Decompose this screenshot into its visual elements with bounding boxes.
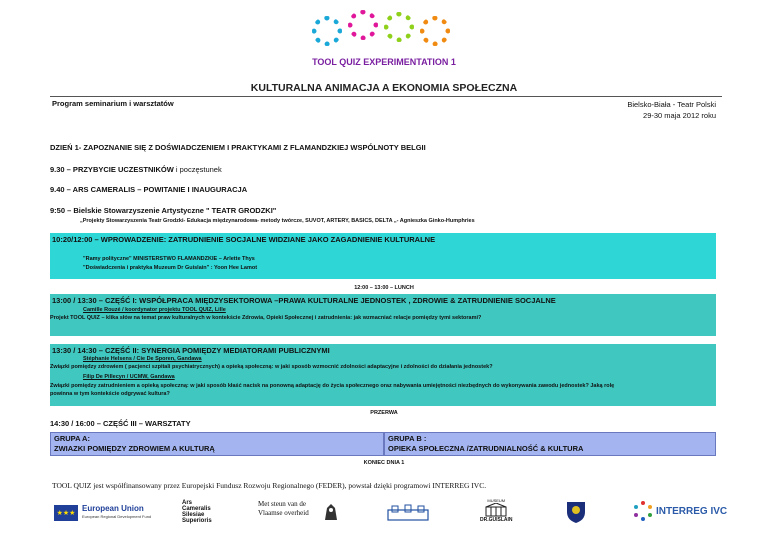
eu-sub: European Regional Development Fund: [82, 514, 152, 519]
grodzki-sub: „Projekty Stowarzyszenia Teatr Grodzki- Edukacja międzynarodowa- metody twórcze, SUVOT, ARTERY, BASICS, DELTA „- Agnieszka Ginko-Humphries: [80, 218, 475, 224]
ars-cameralis-logo: [182, 500, 212, 524]
intro-sub1: "Ramy polityczne" MINISTERSTWO FLAMANDZKIE – Arlette Thys: [83, 256, 255, 262]
ars-line1: Ars: [182, 500, 193, 506]
intro-band: [50, 233, 716, 279]
arrival-rest: i poczęstunek: [173, 165, 222, 174]
logo-ring-blue: [312, 16, 342, 46]
logo-ring-pink: [348, 10, 378, 40]
guislain-building-icon: [485, 503, 507, 517]
intro-title: 10:20/12:00 – WPROWADZENIE: ZATRUDNIENIE SOCJALNE WIDZIANE JAKO ZAGADNIENIE KULTURALNE: [52, 235, 436, 244]
dr-guislain-logo: [480, 498, 513, 523]
group-a-label: GRUPA A:: [54, 434, 90, 443]
part1-person: Camille Rouzé / koordynator projektu TOOL QUIZ, Lille: [83, 307, 226, 313]
group-a-topic: ZWIAZKI POMIĘDZY ZDROWIEM A KULTURĄ: [54, 444, 215, 453]
vlaams-line1: Met steun van de: [258, 500, 307, 508]
part2-person1: Stéphanie Helsens / Cie De Sporen, Gandawa: [83, 356, 202, 362]
ars-line3: Silesiae: [182, 512, 205, 518]
castle-logo: [386, 504, 430, 522]
vlaams-line2: Vlaamse overheid: [258, 509, 309, 517]
part1-desc: Projekt TOOL QUIZ – klika słów na temat praw kulturalnych w kontekście Zdrowia, Opieki Społecznej i zatrudnienia: jak wzmacniać relacje pomiędzy tymi sektorami?: [50, 315, 482, 321]
grodzki-line: 9:50 – Bielskie Stowarzyszenie Artystyczne " TEATR GRODZKI": [50, 206, 277, 215]
group-a-box: [50, 432, 384, 456]
part2-desc2a: Związki pomiędzy zatrudnieniem a opieką społeczną: w jaki sposób kłaść nacisk na ponowną adaptację do życia społecznego oraz nabywania umiejętności niezbędnych do wykonywania zawodu jednostek? Jaką rolę: [50, 383, 615, 389]
part1-title: 13:00 / 13:30 – CZĘŚĆ I: WSPÓŁPRACA MIĘDZYSEKTOROWA –PRAWA KULTURALNE JEDNOSTEK , ZDROWIE & ZATRUDNIENIE SOCJALNE: [52, 296, 556, 305]
group-b-topic: OPIEKA SPOŁECZNA /ZATRUDNIALNOŚĆ & KULTURA: [388, 444, 584, 453]
program-label: Program seminarium i warsztatów: [52, 99, 174, 108]
end-day-line: KONIEC DNIA 1: [363, 460, 405, 466]
flemish-lion-icon: [322, 502, 340, 522]
ars-line2: Cameralis: [182, 506, 211, 512]
interreg-star-icon: [632, 500, 654, 522]
dates: 29-30 maja 2012 roku: [643, 111, 716, 120]
tool-quiz-logo: [312, 6, 454, 54]
arrival-bold: 9.30 – PRZYBYCIE UCZESTNIKÓW: [50, 165, 174, 174]
lunch-line: 12:00 – 13:00 – LUNCH: [354, 285, 414, 291]
title-divider: [50, 96, 722, 97]
logo-ring-green: [384, 12, 414, 42]
part3-title: 14:30 / 16:00 – CZĘŚĆ III – WARSZTATY: [50, 419, 191, 428]
part2-person2: Filip De Pillecyn / UCMW, Gandawa: [83, 374, 175, 380]
day-title: DZIEŃ 1- ZAPOZNANIE SIĘ Z DOŚWIADCZENIEM I PRAKTYKAMI Z FLAMANDZKIEJ WSPÓLNOTY BELGII: [50, 143, 426, 152]
page-title: KULTURALNA ANIMACJA A EKONOMIA SPOŁECZNA: [250, 82, 518, 94]
eu-flag-icon: ★★★: [54, 505, 78, 521]
logo-ring-orange: [420, 16, 450, 46]
logo-subtitle: TOOL QUIZ EXPERIMENTATION 1: [312, 57, 456, 67]
intro-sub2: "Doświadczenia i praktyka Muzeum Dr Guislain" : Yoon Hee Lamot: [83, 265, 258, 271]
part2-title: 13:30 / 14:30 – CZĘŚĆ II: SYNERGIA POMIĘDZY MEDIATORAMI PUBLICZNYMI: [52, 346, 330, 355]
venue: Bielsko-Biała - Teatr Polski: [627, 100, 716, 109]
guislain-label: DR.GUISLAIN: [480, 517, 513, 523]
part2-band: [50, 344, 716, 406]
venue-block: [627, 99, 716, 121]
eu-logo: [54, 503, 151, 523]
interreg-label: INTERREG IVC: [656, 505, 728, 517]
welcome-line: 9.40 – ARS CAMERALIS – POWITANIE I INAUGURACJA: [50, 185, 248, 194]
interreg-logo: [632, 500, 727, 522]
part1-band: [50, 294, 716, 336]
museum-label: MUSEUM: [487, 498, 506, 503]
funding-text: TOOL QUIZ jest współfinansowany przez Europejski Fundusz Rozwoju Regionalnego (FEDER), powstał dzięki programowi INTERREG IVC.: [52, 481, 487, 490]
break-line: PRZERWA: [370, 410, 398, 416]
ars-line4: Superioris: [182, 518, 212, 524]
shield-logo: [565, 500, 587, 524]
arrival-line: [50, 165, 222, 174]
part2-desc2b: powinna w tym kontekście odgrywać kultura?: [50, 391, 170, 397]
vlaamse-overheid-logo: [258, 500, 309, 518]
group-b-box: [384, 432, 716, 456]
part2-desc1: Związki pomiędzy zdrowiem ( pacjenci szpitali psychiatrycznych) a opieką społeczną: w jaki sposób wzmocnić zdolności adaptacyjne i zdolności do działania jednostek?: [50, 364, 493, 370]
group-b-label: GRUPA B :: [388, 434, 427, 443]
eu-name: European Union: [82, 504, 144, 513]
